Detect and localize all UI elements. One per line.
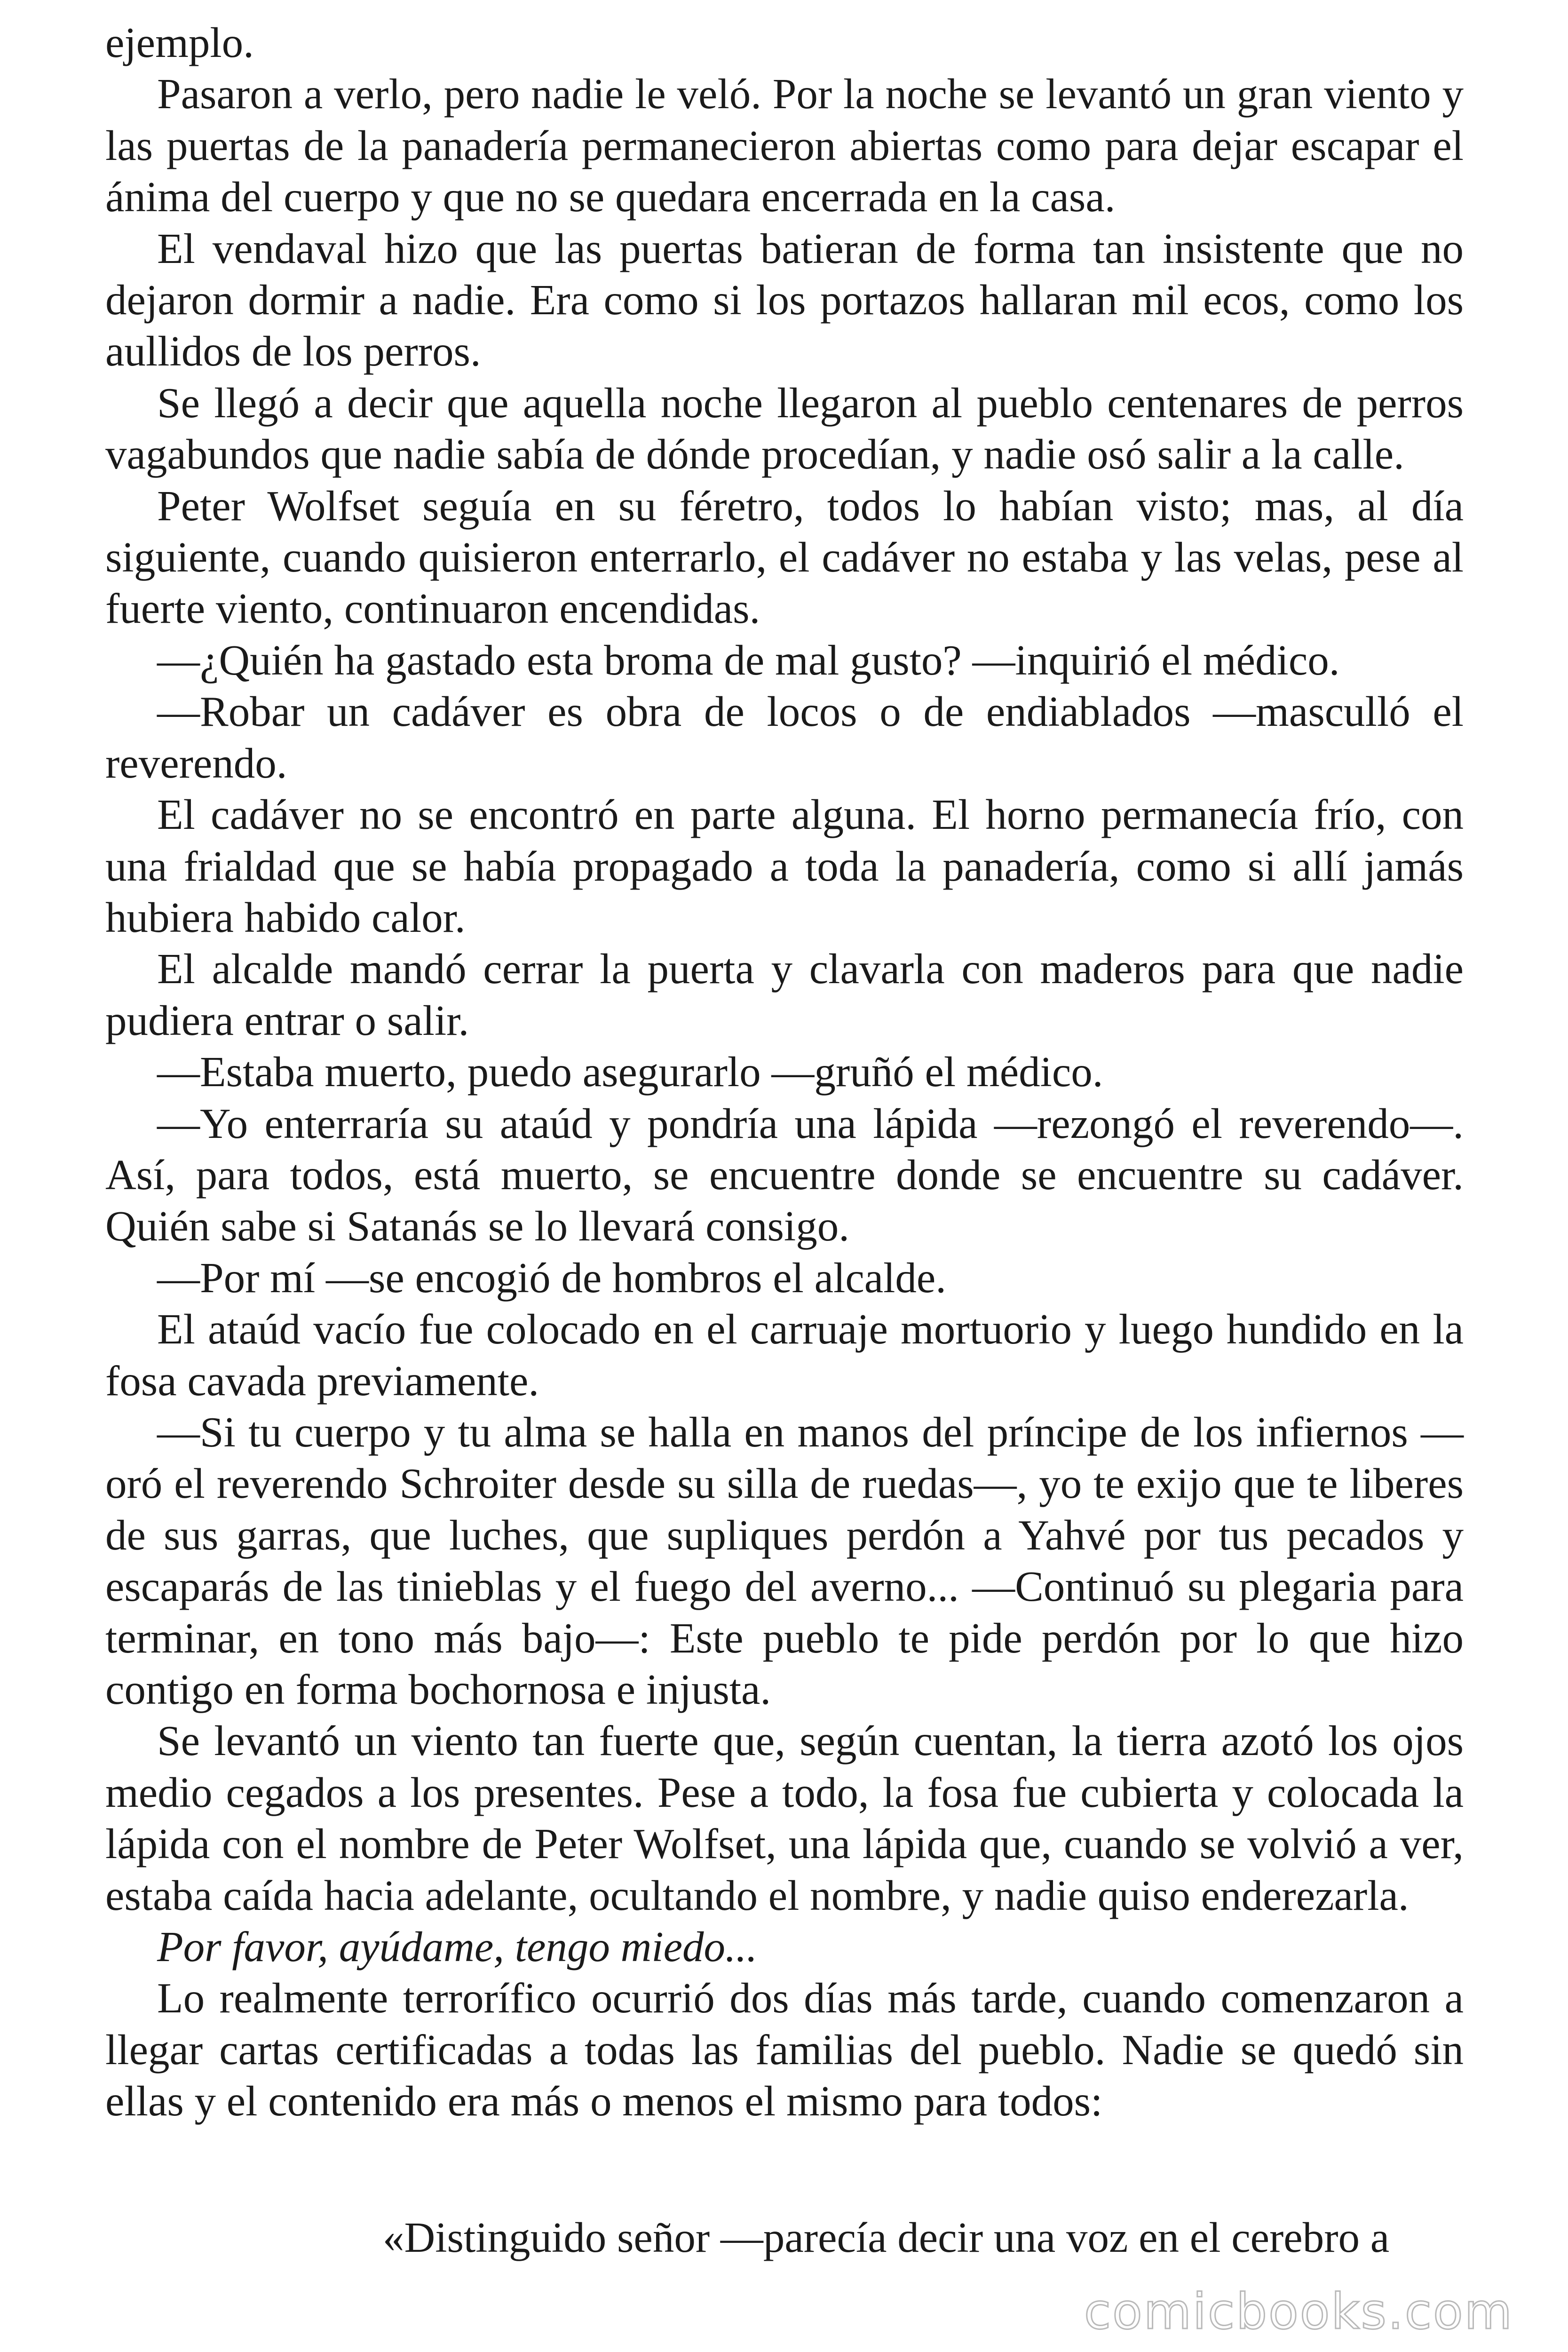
paragraph: Pasaron a verlo, pero nadie le veló. Por la noche se levantó un gran viento y las puertas de la panadería permanecieron abiertas como para dejar escapar el ánima del cuerpo y que no se quedara encerrada en la casa. <box>105 70 1464 221</box>
paragraph: El cadáver no se encontró en parte alguna. El horno permanecía frío, con una frialdad que se había propagado a toda la panadería, como si allí jamás hubiera habido calor. <box>105 791 1464 941</box>
dialogue-line: —¿Quién ha gastado esta broma de mal gusto? —inquirió el médico. <box>157 636 1340 684</box>
paragraph: El alcalde mandó cerrar la puerta y clavarla con maderos para que nadie pudiera entrar o salir. <box>105 945 1464 1044</box>
paragraph: Peter Wolfset seguía en su féretro, todos lo habían visto; mas, al día siguiente, cuando quisieron enterrarlo, el cadáver no estaba y las velas, pese al fuerte viento, continuaron encendidas. <box>105 482 1464 633</box>
dialogue-line: —Yo enterraría su ataúd y pondría una lápida —rezongó el reverendo—. Así, para todos, está muerto, se encuentre donde se encuentre su cadáver. Quién sabe si Satanás se lo llevará consigo. <box>105 1099 1464 1250</box>
dialogue-line: —Por mí —se encogió de hombros el alcalde. <box>157 1254 947 1302</box>
watermark-text: comicbooks.com <box>1084 2283 1513 2340</box>
dialogue-line: —Estaba muerto, puedo asegurarlo —gruñó el médico. <box>157 1048 1103 1096</box>
paragraph: Se levantó un viento tan fuerte que, según cuentan, la tierra azotó los ojos medio cegados a los presentes. Pese a todo, la fosa fue cubierta y colocada la lápida con el nombre de Peter Wolfset, una lápida que, cuando se volvió a ver, estaba caída hacia adelante, ocultando el nombre, y nadie quiso enderezarla. <box>105 1717 1464 1919</box>
paragraph: Lo realmente terrorífico ocurrió dos días más tarde, cuando comenzaron a llegar cartas certificadas a todas las familias del pueblo. Nadie se quedó sin ellas y el contenido era más o menos el mismo para todos: <box>105 1974 1464 2125</box>
paragraph: Se llegó a decir que aquella noche llegaron al pueblo centenares de perros vagabundos que nadie sabía de dónde procedían, y nadie osó salir a la calle. <box>105 379 1464 478</box>
dialogue-line: —Robar un cadáver es obra de locos o de endiablados —masculló el reverendo. <box>105 688 1464 787</box>
book-page <box>105 17 1464 2263</box>
paragraph-continuation: ejemplo. <box>105 19 254 66</box>
paragraph: El ataúd vacío fue colocado en el carruaje mortuorio y luego hundido en la fosa cavada previamente. <box>105 1305 1464 1405</box>
letter-opening-line: «Distinguido señor —parecía decir una voz en el cerebro a <box>383 2213 1390 2261</box>
dialogue-line: —Si tu cuerpo y tu alma se halla en manos del príncipe de los infiernos —oró el reverendo Schroiter desde su silla de ruedas—, yo te exijo que te liberes de sus garras, que luches, que supliques perdón a Yahvé por tus pecados y escaparás de las tinieblas y el fuego del averno... —Continuó su plegaria para terminar, en tono más bajo—: Este pueblo te pide perdón por lo que hizo contigo en forma bochornosa e injusta. <box>105 1408 1464 1713</box>
paragraph: El vendaval hizo que las puertas batieran de forma tan insistente que no dejaron dormir a nadie. Era como si los portazos hallaran mil ecos, como los aullidos de los perros. <box>105 224 1464 375</box>
italic-thought-line: Por favor, ayúdame, tengo miedo... <box>157 1923 758 1971</box>
